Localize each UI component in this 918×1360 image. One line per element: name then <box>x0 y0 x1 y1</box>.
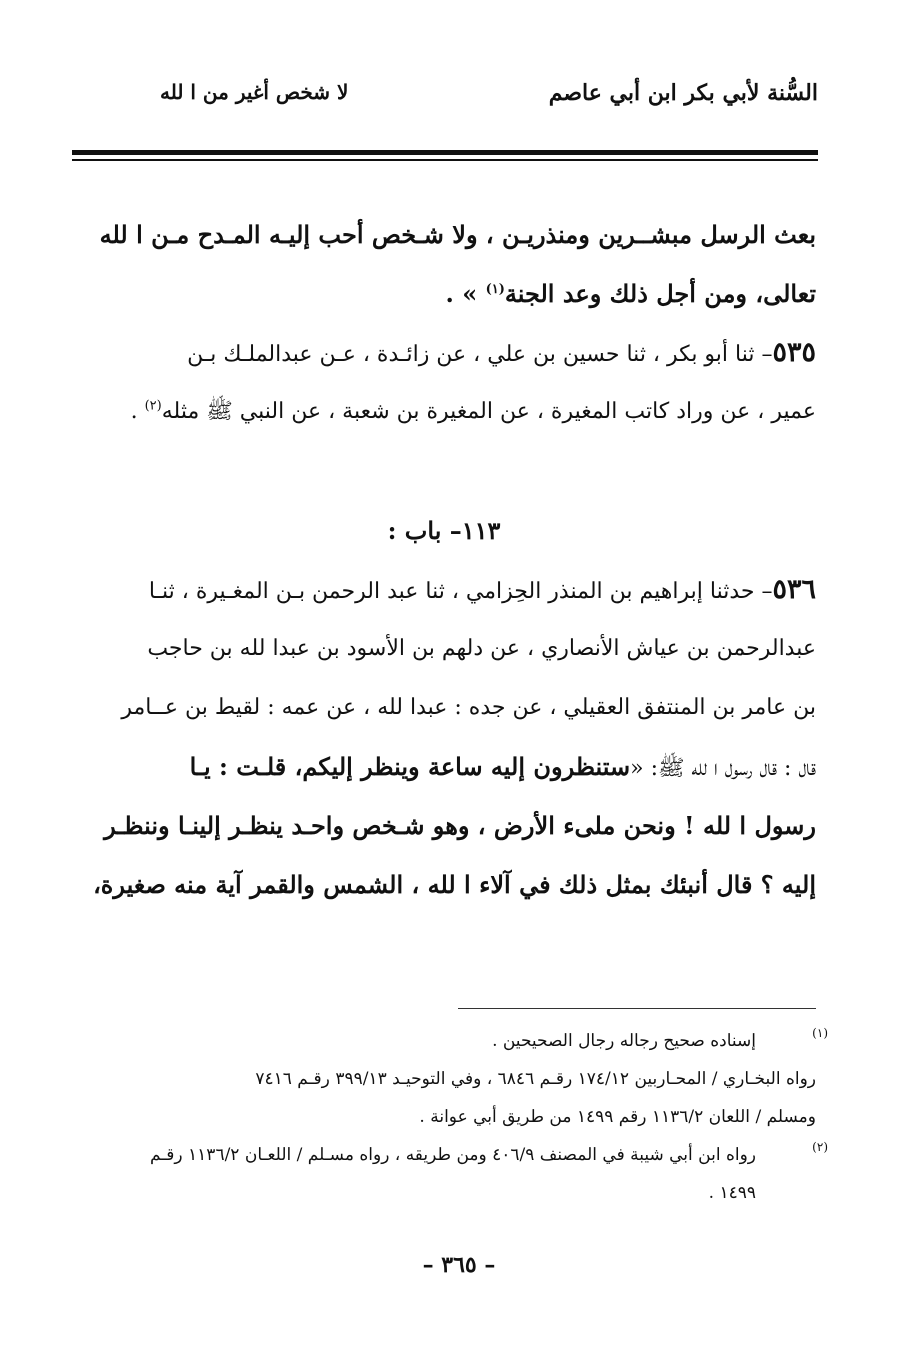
footnote-separator <box>458 1008 816 1009</box>
chapter-heading: ١١٣– باب : <box>387 516 501 545</box>
book-title: السُّنة لأبي بكر ابن أبي عاصم <box>548 80 818 106</box>
header-rule-thin <box>72 159 818 161</box>
footnote-ref[interactable]: (١) <box>485 282 505 297</box>
footnote-2: (٢) رواه ابن أبي شيبة في المصنف ٤٠٦/٩ ومن طريقه ، رواه مسـلم / اللعـان ١١٣٦/٢ رقـم <box>70 1136 816 1174</box>
running-header <box>70 80 818 120</box>
text-line: إليه ؟ قال أنبئك بمثل ذلك في آلاء ا لله ، الشمس والقمر آية منه صغيرة، <box>93 870 816 899</box>
main-text <box>72 205 816 914</box>
text-line: عمير ، عن وراد كاتب المغيرة ، عن المغيرة بن شعبة ، عن النبي ﷺ مثله$^{(٢)}$ . <box>130 398 816 424</box>
footnote-ref[interactable]: (٢) <box>144 398 162 414</box>
page-number: – ٣٦٥ – <box>422 1252 496 1278</box>
text-line: رسول ا لله ! ونحن ملىء الأرض ، وهو شـخص واحـد ينظـر إلينـا وننظـر <box>104 811 816 840</box>
hadith-535: ٥٣٥– ثنا أبو بكر ، ثنا حسين بن علي ، عن زائـدة ، عـن عبدالملـك بـن <box>187 337 816 368</box>
hadith-number: ٥٣٥ <box>772 337 816 368</box>
hadith-number: ٥٣٦ <box>772 574 816 605</box>
footnote-line: رواه البخـاري / المحـاربين ١٧٤/١٢ رقـم ٦٨٤٦ ، وفي التوحيـد ٣٩٩/١٣ رقـم ٧٤١٦ <box>255 1069 816 1089</box>
footnote-marker: (١) <box>812 1026 828 1040</box>
footnote-marker: (٢) <box>812 1140 828 1154</box>
text-line: تعالى، ومن أجل ذلك وعد الجنة$^{(١)}$ » . <box>445 279 816 308</box>
text-line: بعث الرسل مبشــرين ومنذريـن ، ولا شـخص أحب إليـه المـدح مـن ا لله <box>99 220 816 249</box>
text-line: بن عامر بن المنتفق العقيلي ، عن جده : عبدا لله ، عن عمه : لقيط بن عــامر <box>121 695 816 720</box>
header-rule-thick <box>72 150 818 155</box>
hadith-536: ٥٣٦– حدثنا إبراهيم بن المنذر الحِزامي ، ثنا عبد الرحمن بـن المغـيرة ، ثنـا <box>148 574 816 605</box>
footnote-line: ١٤٩٩ . <box>708 1183 756 1203</box>
chapter-title: لا شخص أغير من ا لله <box>160 80 349 104</box>
footnote-line: ومسلم / اللعان ١١٣٦/٢ رقم ١٤٩٩ من طريق أبي عوانة . <box>419 1107 816 1127</box>
text-line: عبدالرحمن بن عياش الأنصاري ، عن دلهم بن الأسود بن عبدا لله بن حاجب <box>147 636 816 661</box>
footnotes <box>70 1022 828 1212</box>
footnote-1: (١) إسناده صحيح رجاله رجال الصحيحين . <box>70 1022 816 1060</box>
text-line: قال : قال رسول ا لله ﷺ: «ستنظرون إليه ساعة وينظر إليكم، قلـت : يـا <box>189 752 816 781</box>
